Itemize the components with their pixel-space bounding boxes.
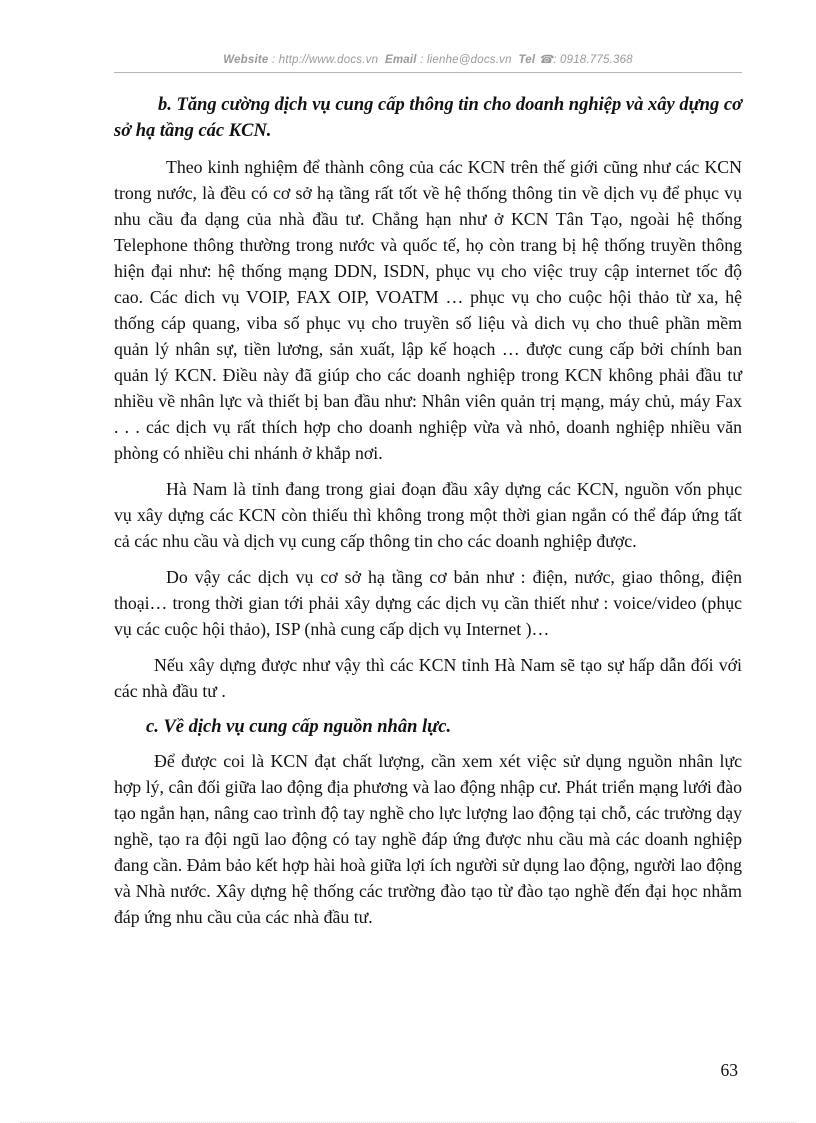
section-b-paragraph-2: Hà Nam là tỉnh đang trong giai đoạn đầu xây dựng các KCN, nguồn vốn phục vụ xây dựng các KCN còn thiếu thì không trong một thời gian ngắn có thể đáp ứng tất cả các nhu cầu và dịch vụ cung cấp thông tin cho các doanh nghiệp được. bbox=[114, 479, 742, 551]
phone-icon: ☎ bbox=[538, 54, 554, 66]
section-c-paragraph: Để được coi là KCN đạt chất lượng, cần xem xét việc sử dụng nguồn nhân lực hợp lý, cân đối giữa lao động địa phương và lao động nhập cư. Phát triển mạng lưới đào tạo ngắn hạn, nâng cao trình độ tay nghề cho lực lượng lao động tại chỗ, các trường dạy nghề, tạo ra đội ngũ lao động có tay nghề đáp ứng được nhu cầu mà các doanh nghiệp đang cần. Đảm bảo kết hợp hài hoà giữa lợi ích người sử dụng lao động, người lao động và Nhà nước. Xây dựng hệ thống các trường đào tạo từ đào tạo nghề đến đại học nhằm đáp ứng nhu cầu của các nhà đầu tư. bbox=[114, 751, 742, 927]
section-b-paragraph-3: Do vậy các dịch vụ cơ sở hạ tầng cơ bản như : điện, nước, giao thông, điện thoại… trong thời gian tới phải xây dựng các dịch vụ cần thiết như : voice/video (phục vụ các cuộc hội thảo), ISP (nhà cung cấp dịch vụ Internet )… bbox=[114, 567, 742, 639]
website-link[interactable]: : http://www.docs.vn bbox=[271, 54, 379, 66]
section-c-heading: c. Về dịch vụ cung cấp nguồn nhân lực. bbox=[146, 717, 452, 737]
section-b-heading: b. Tăng cường dịch vụ cung cấp thông tin cho doanh nghiệp và xây dựng cơ sở hạ tầng các KCN. bbox=[114, 95, 742, 141]
email-link[interactable]: : lienhe@docs.vn bbox=[420, 54, 512, 66]
page-header bbox=[114, 52, 742, 66]
email-label: Email bbox=[385, 54, 417, 66]
tel-label: Tel bbox=[518, 54, 536, 66]
header-divider bbox=[114, 72, 742, 73]
section-b-paragraph-4: Nếu xây dựng được như vậy thì các KCN tỉnh Hà Nam sẽ tạo sự hấp dẫn đối với các nhà đầu tư . bbox=[114, 655, 742, 701]
page-number: 63 bbox=[720, 1060, 738, 1080]
document-body bbox=[114, 92, 742, 940]
section-b-paragraph-1: Theo kinh nghiệm để thành công của các KCN trên thế giới cũng như các KCN trong nước, là đều có cơ sở hạ tầng rất tốt về hệ thống thông tin về dịch vụ để phục vụ nhu cầu đa dạng của nhà đầu tư. Chẳng hạn như ở KCN Tân Tạo, ngoài hệ thống Telephone thông thường trong nước và quốc tế, họ còn trang bị hệ thống truyền thông hiện đại như: hệ thống mạng DDN, ISDN, phục vụ cho việc truy cập internet tốc độ cao. Các dich vụ VOIP, FAX OIP, VOATM … phục vụ cho cuộc hội thảo từ xa, hệ thống cáp quang, viba số phục vụ cho truyền số liệu và dich vụ cho thuê phần mềm quản lý nhân sự, tiền lương, sản xuất, lập kế hoạch … được cung cấp bởi chính ban quản lý KCN. Điều này đã giúp cho các doanh nghiệp trong KCN không phải đầu tư nhiều về nhân lực và thiết bị ban đầu như: Nhân viên quản trị mạng, máy chủ, máy Fax . . . các dịch vụ rất thích hợp cho doanh nghiệp vừa và nhỏ, doanh nghiệp nhiều văn phòng có nhiều chi nhánh ở khắp nơi. bbox=[114, 157, 742, 463]
tel-value: : 0918.775.368 bbox=[553, 54, 633, 66]
website-label: Website bbox=[223, 54, 269, 66]
